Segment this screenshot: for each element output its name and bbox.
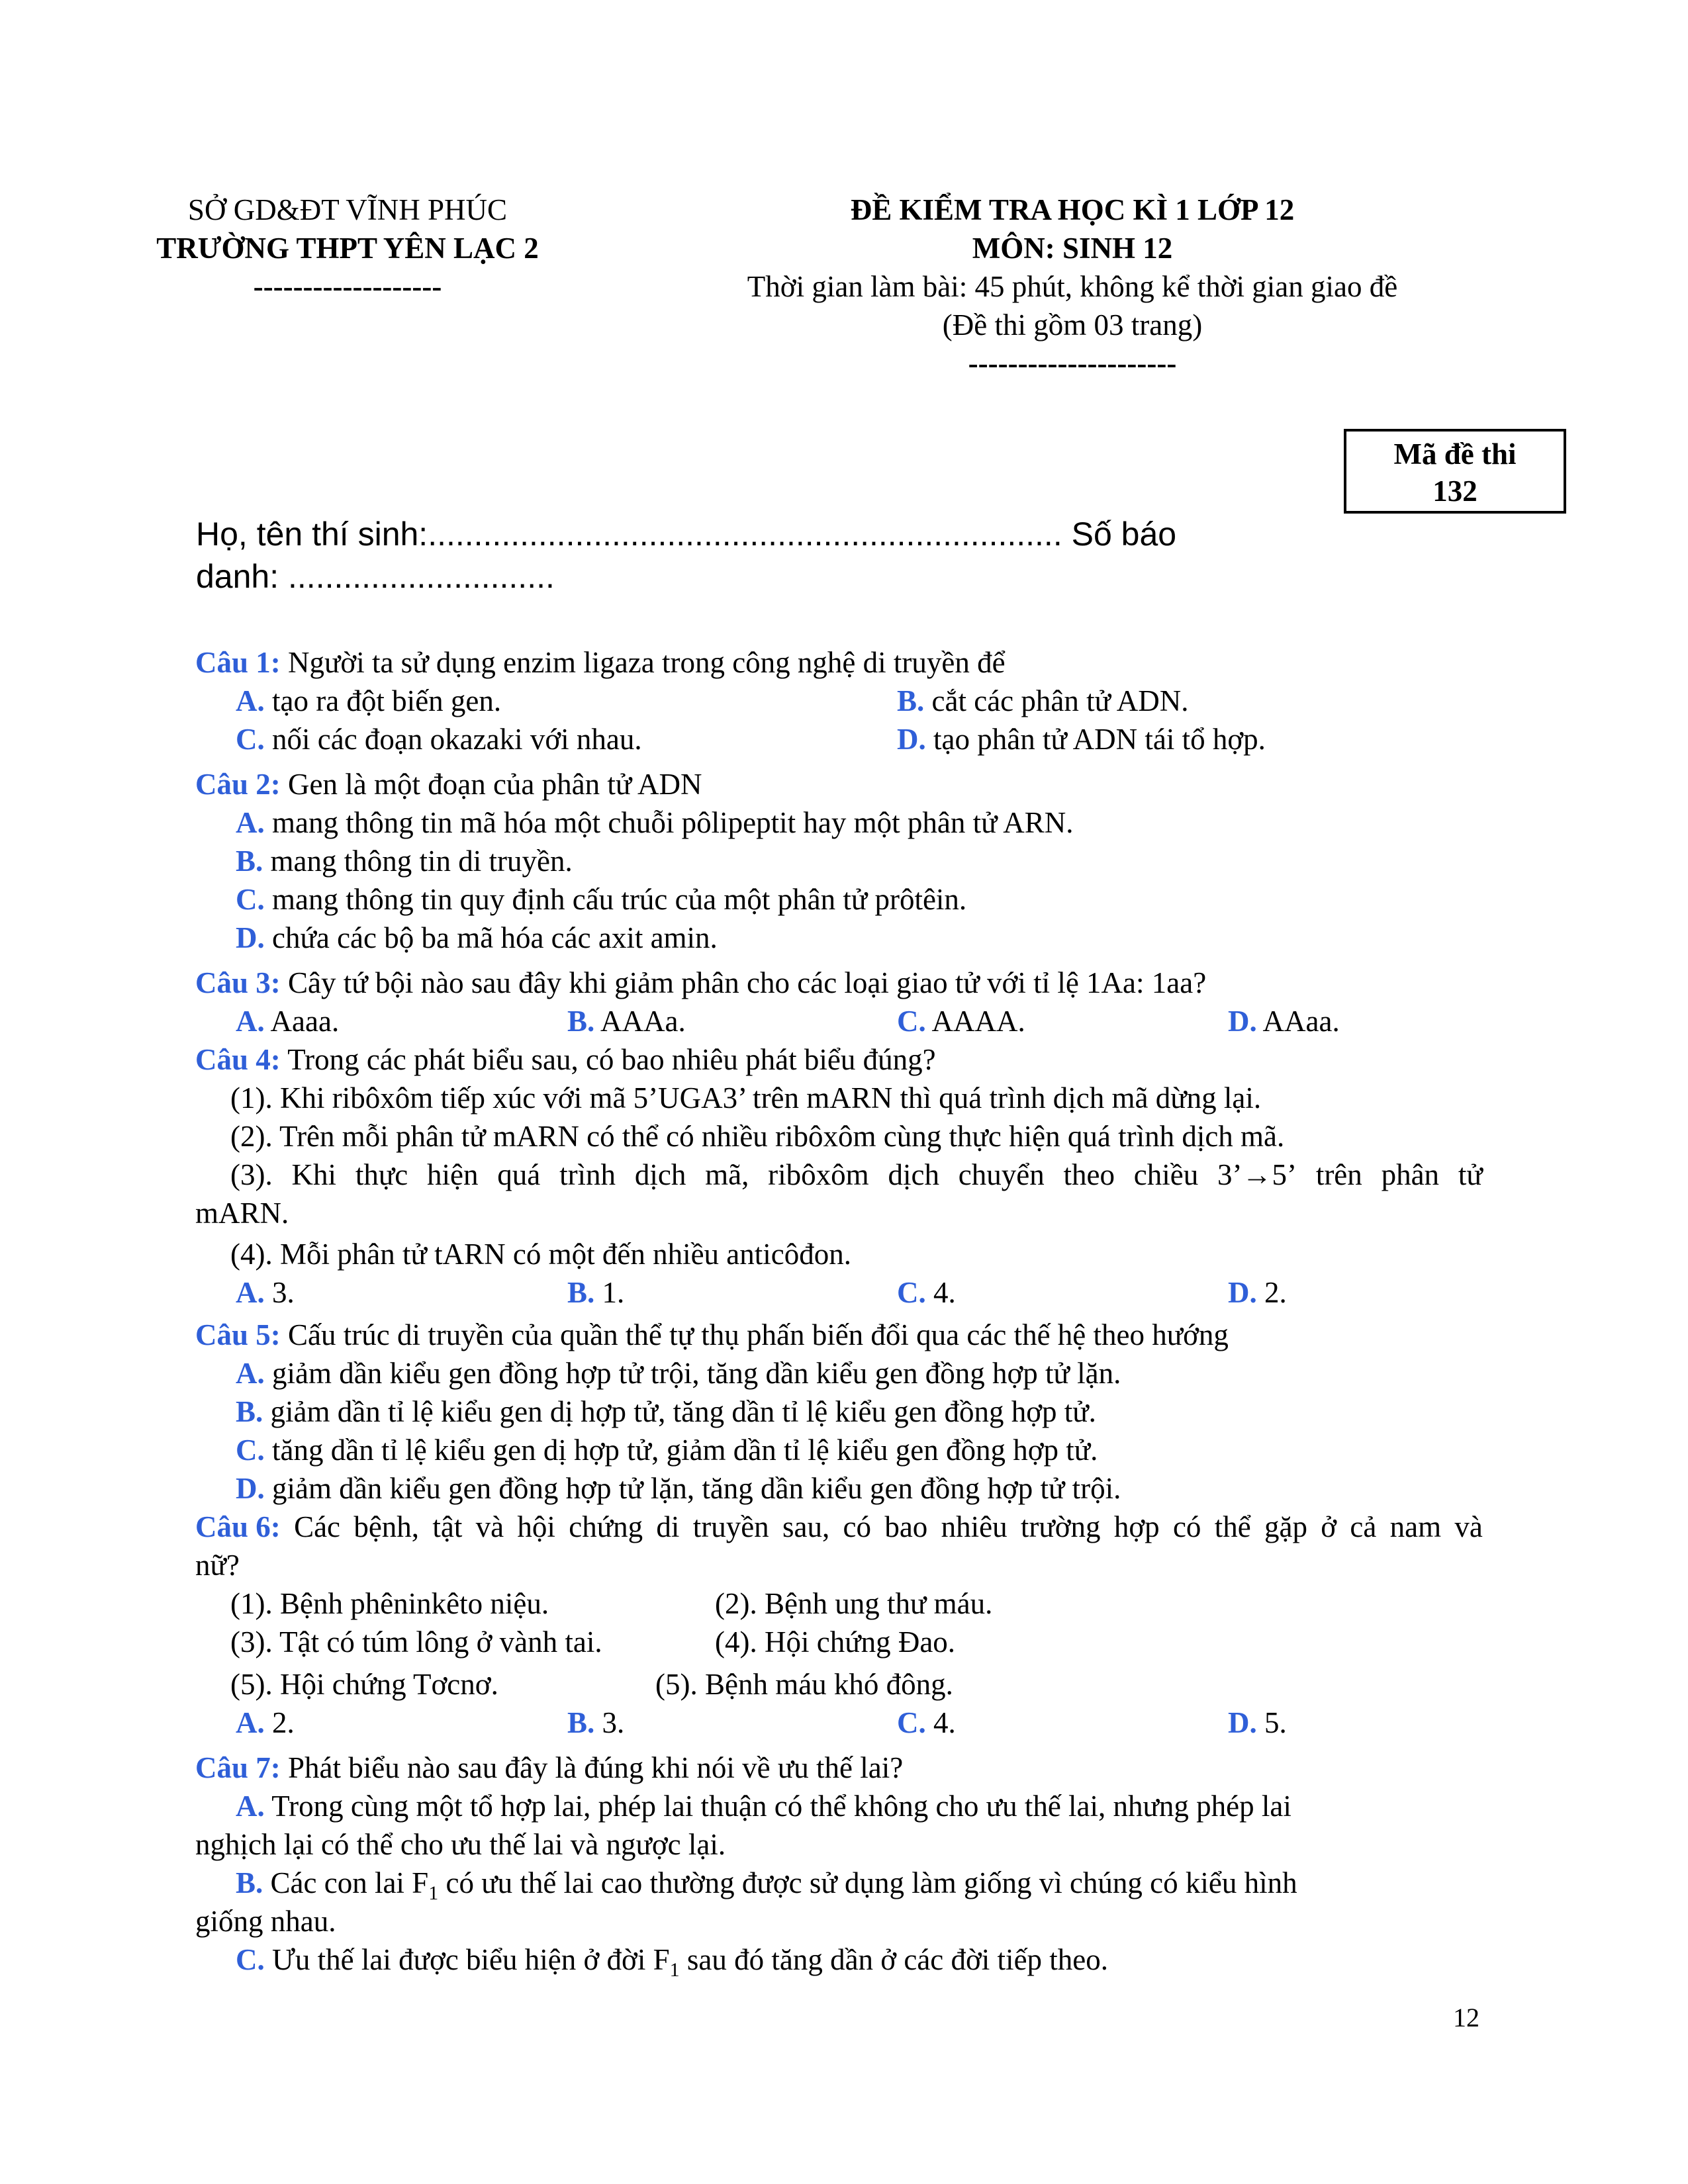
q6-item-4: (4). Hội chứng Đao. — [715, 1625, 956, 1659]
q6-item-2: (2). Bệnh ung thư máu. — [715, 1587, 993, 1620]
q4-statement-3-word: chiều — [1133, 1158, 1199, 1191]
q4-statement-3-word: mã, — [705, 1158, 749, 1191]
question-3-text: Cây tứ bội nào sau đây khi giảm phân cho các loại giao tử với tỉ lệ 1Aa: 1aa? — [280, 966, 1207, 999]
q3-option-a: A. Aaaa. — [236, 1005, 340, 1038]
q3-option-b: B. AAAa. — [567, 1005, 686, 1038]
question-7-text: Phát biểu nào sau đây là đúng khi nói về ưu thế lai? — [280, 1751, 904, 1784]
exam-code-box — [1344, 429, 1566, 514]
student-id-line: danh: ............................. — [196, 558, 555, 595]
q5-option-b: B. giảm dần tỉ lệ kiểu gen dị hợp tử, tăng dần tỉ lệ kiểu gen đồng hợp tử. — [236, 1395, 1096, 1428]
q7-option-a: A. Trong cùng một tổ hợp lai, phép lai thuận có thể không cho ưu thế lai, nhưng phép lai — [236, 1790, 1291, 1823]
q4-statement-3-word: dịch — [888, 1158, 939, 1191]
question-6-word: sau, — [782, 1510, 830, 1543]
page-number: 12 — [1453, 2003, 1479, 2032]
q6-option-d: D. 5. — [1228, 1706, 1287, 1739]
q4-statement-3-word: 3’→5’ — [1217, 1158, 1297, 1191]
q4-statement-3-continued: mARN. — [195, 1197, 289, 1230]
question-6-word: nhiêu — [941, 1510, 1008, 1543]
exam-duration: Thời gian làm bài: 45 phút, không kể thời gian giao đề — [747, 270, 1398, 303]
question-5 — [195, 1316, 1229, 1354]
q6-item-1: (1). Bệnh phêninkêto niệu. — [230, 1587, 549, 1620]
exam-code-label: Mã đề thi — [1393, 437, 1517, 471]
q5-option-a: A. giảm dần kiểu gen đồng hợp tử trội, tăng dần kiểu gen đồng hợp tử lặn. — [236, 1357, 1121, 1390]
q7-option-b-continued: giống nhau. — [195, 1905, 336, 1938]
q4-statement-2: (2). Trên mỗi phân tử mARN có thể có nhiều ribôxôm cùng thực hiện quá trình dịch mã. — [230, 1120, 1285, 1153]
q4-statement-3-word: phân — [1381, 1158, 1440, 1191]
question-1-label: Câu 1: — [195, 646, 281, 679]
question-6-word: chứng — [569, 1510, 643, 1543]
question-6-word: và — [475, 1510, 504, 1543]
q4-statement-3-word: hiện — [427, 1158, 479, 1191]
question-6-word: ở — [1321, 1510, 1337, 1543]
q4-statement-3-word: thực — [355, 1158, 408, 1191]
q4-statement-3-word: quá — [497, 1158, 541, 1191]
school-name: TRƯỜNG THPT YÊN LẠC 2 — [156, 232, 539, 265]
q6-item-6: (5). Bệnh máu khó đông. — [655, 1668, 953, 1701]
department-name: SỞ GD&ĐT VĨNH PHÚC — [187, 193, 508, 226]
question-6-word: và — [1454, 1510, 1483, 1543]
q5-option-c: C. tăng dần tỉ lệ kiểu gen dị hợp tử, giảm dần tỉ lệ kiểu gen đồng hợp tử. — [236, 1433, 1098, 1467]
q7-option-c: C. Ưu thế lai được biểu hiện ở đời $F_1$ sau đó tăng dần ở các đời tiếp theo. — [236, 1943, 1109, 1981]
q3-option-c: C. AAAA. — [897, 1005, 1025, 1038]
q4-statement-3-word: (3). — [230, 1158, 273, 1191]
question-5-text: Cấu trúc di truyền của quần thể tự thụ phấn biến đổi qua các thế hệ theo hướng — [280, 1318, 1229, 1351]
question-6-word: Các — [294, 1510, 341, 1543]
question-6-word: có — [1172, 1510, 1201, 1543]
question-2-label: Câu 2: — [195, 768, 281, 801]
q4-option-c: C. 4. — [897, 1276, 956, 1309]
q6-option-b: B. 3. — [567, 1706, 625, 1739]
q7-option-b: B. Các con lai $F_1$ có ưu thế lai cao thường được sử dụng làm giống vì chúng có kiểu hình — [236, 1866, 1297, 1904]
q4-option-a: A. 3. — [236, 1276, 295, 1309]
q4-statement-1: (1). Khi ribôxôm tiếp xúc với mã 5’UGA3’ trên mARN thì quá trình dịch mã dừng lại. — [230, 1081, 1262, 1115]
question-6-word: tật — [432, 1510, 463, 1543]
question-6-word: có — [843, 1510, 872, 1543]
q2-option-d: D. chứa các bộ ba mã hóa các axit amin. — [236, 921, 718, 954]
question-7-label: Câu 7: — [195, 1751, 281, 1784]
q4-statement-3-word: ribôxôm — [768, 1158, 869, 1191]
question-6-word: hội — [517, 1510, 555, 1543]
q2-option-b: B. mang thông tin di truyền. — [236, 844, 573, 878]
question-6-word: hợp — [1113, 1510, 1160, 1543]
q6-item-3: (3). Tật có túm lông ở vành tai. — [230, 1625, 602, 1659]
q4-statement-3-word: trình — [559, 1158, 616, 1191]
question-3 — [195, 964, 1206, 1002]
q6-option-c: C. 4. — [897, 1706, 956, 1739]
question-6-continued: nữ? — [195, 1549, 240, 1582]
q4-statement-3-word: theo — [1063, 1158, 1115, 1191]
question-6-word: trường — [1020, 1510, 1101, 1543]
q4-statement-3 — [230, 1156, 1483, 1194]
subject-title: MÔN: SINH 12 — [972, 232, 1173, 265]
question-1 — [195, 643, 1006, 682]
question-4-label: Câu 4: — [195, 1043, 281, 1076]
page-count-note: (Đề thi gồm 03 trang) — [942, 308, 1203, 341]
q4-statement-3-word: chuyển — [958, 1158, 1045, 1191]
q4-statement-3-word: tử — [1458, 1158, 1483, 1191]
question-2-text: Gen là một đoạn của phân tử ADN — [280, 768, 702, 801]
question-2 — [195, 765, 702, 803]
question-6-word: bệnh, — [353, 1510, 420, 1543]
q4-statement-4: (4). Mỗi phân tử tARN có một đến nhiều anticôđon. — [230, 1238, 851, 1271]
question-1-text: Người ta sử dụng enzim ligaza trong công nghệ di truyền để — [280, 646, 1006, 679]
header-left-rule: ------------------- — [253, 270, 442, 303]
question-6 — [195, 1508, 1483, 1546]
student-name-line: Họ, tên thí sinh:..................................................................... Số báo — [196, 516, 1177, 553]
q1-option-c: C. nối các đoạn okazaki với nhau. — [236, 723, 642, 756]
question-4-text: Trong các phát biểu sau, có bao nhiêu phát biểu đúng? — [280, 1043, 936, 1076]
q4-statement-3-word: Khi — [291, 1158, 337, 1191]
question-7 — [195, 1749, 903, 1787]
question-6-word: gặp — [1264, 1510, 1307, 1543]
question-6-word: thể — [1214, 1510, 1251, 1543]
q7-option-a-continued: nghịch lại có thể cho ưu thế lai và ngược lại. — [195, 1828, 726, 1861]
q4-option-b: B. 1. — [567, 1276, 625, 1309]
q6-option-a: A. 2. — [236, 1706, 295, 1739]
question-6-word: truyền — [692, 1510, 769, 1543]
q1-option-b: B. cắt các phân tử ADN. — [897, 684, 1189, 717]
header-right-rule: --------------------- — [968, 347, 1177, 380]
q1-option-d: D. tạo phân tử ADN tái tổ hợp. — [897, 723, 1266, 756]
q6-item-5: (5). Hội chứng Tơcnơ. — [230, 1668, 498, 1701]
exam-code-number: 132 — [1432, 475, 1477, 508]
question-6-word: di — [656, 1510, 680, 1543]
q4-option-d: D. 2. — [1228, 1276, 1287, 1309]
q3-option-d: D. AAaa. — [1228, 1005, 1340, 1038]
q4-statement-3-word: trên — [1315, 1158, 1362, 1191]
exam-title: ĐỀ KIỂM TRA HỌC KÌ 1 LỚP 12 — [850, 193, 1295, 226]
question-6-word: nam — [1389, 1510, 1442, 1543]
question-4 — [195, 1040, 936, 1079]
question-5-label: Câu 5: — [195, 1318, 281, 1351]
q2-option-c: C. mang thông tin quy định cấu trúc của một phân tử prôtêin. — [236, 883, 967, 916]
q5-option-d: D. giảm dần kiểu gen đồng hợp tử lặn, tăng dần kiểu gen đồng hợp tử trội. — [236, 1472, 1121, 1505]
question-3-label: Câu 3: — [195, 966, 281, 999]
question-6-label: Câu 6: — [195, 1510, 281, 1543]
q2-option-a: A. mang thông tin mã hóa một chuỗi pôlipeptit hay một phân tử ARN. — [236, 806, 1074, 839]
question-6-word: bao — [884, 1510, 928, 1543]
q4-statement-3-word: dịch — [634, 1158, 686, 1191]
question-6-word: cả — [1350, 1510, 1377, 1543]
q1-option-a: A. tạo ra đột biến gen. — [236, 684, 502, 717]
